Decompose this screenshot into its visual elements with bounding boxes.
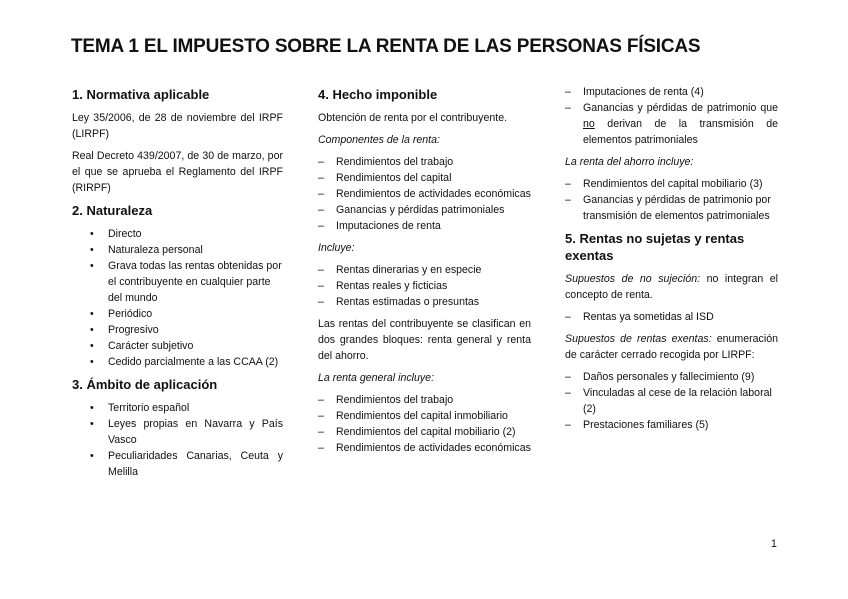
list-item: – Rendimientos del capital inmobiliario	[318, 408, 531, 424]
paragraph-bloques: Las rentas del contribuyente se clasifican en dos grandes bloques: renta general y renta del ahorro.	[318, 318, 531, 362]
paragraph-obtencion: Obtención de renta por el contribuyente.	[318, 112, 508, 124]
no-sujecion-label: Supuestos de no sujeción:	[565, 273, 701, 285]
list-item: – Rentas reales y ficticias	[318, 278, 531, 294]
naturaleza-list	[72, 226, 283, 370]
list-item: • Periódico	[72, 306, 283, 322]
section-heading-naturaleza: 2. Naturaleza	[72, 203, 153, 218]
emphasis-no: no	[583, 118, 595, 130]
exentas-text: enumeración de carácter cerrado recogida por LIRPF:	[565, 333, 778, 361]
list-item: – Rendimientos de actividades económicas	[318, 186, 531, 202]
general-list-continued	[565, 84, 778, 148]
section-heading-ambito: 3. Ámbito de aplicación	[72, 377, 218, 392]
list-item: – Rendimientos del capital	[318, 170, 531, 186]
list-item: – Rentas dinerarias y en especie	[318, 262, 531, 278]
list-item: – Rendimientos del trabajo	[318, 154, 531, 170]
list-item: – Prestaciones familiares (5)	[565, 417, 778, 433]
list-item: – Ganancias y pérdidas patrimoniales	[318, 202, 531, 218]
item-text: derivan de la transmisión de elementos patrimoniales	[583, 118, 778, 146]
list-item: • Directo	[72, 226, 283, 242]
list-item: – Rendimientos del trabajo	[318, 392, 531, 408]
savings-label: La renta del ahorro incluye:	[565, 156, 694, 168]
list-item: – Imputaciones de renta	[318, 218, 531, 234]
list-item: • Territorio español	[72, 400, 283, 416]
column-2	[318, 84, 531, 462]
paragraph-exentas	[565, 331, 778, 363]
ambito-list	[72, 400, 283, 480]
paragraph-ley: Ley 35/2006, de 28 de noviembre del IRPF (LIRPF)	[72, 112, 283, 140]
list-item: – Vinculadas al cese de la relación laboral (2)	[565, 385, 778, 417]
column-1	[72, 84, 283, 486]
page-number: 1	[771, 538, 777, 550]
paragraph-no-sujecion	[565, 271, 778, 303]
no-sujecion-text: no integran el concepto de renta.	[565, 273, 778, 301]
list-item: – Rentas ya sometidas al ISD	[565, 309, 778, 325]
list-item: – Rentas estimadas o presuntas	[318, 294, 531, 310]
no-sujecion-list	[565, 309, 778, 325]
list-item: – Rendimientos de actividades económicas	[318, 440, 531, 456]
list-item: • Peculiaridades Canarias, Ceuta y Melilla	[72, 448, 283, 480]
page-title: TEMA 1 EL IMPUESTO SOBRE LA RENTA DE LAS PERSONAS FÍSICAS	[71, 36, 701, 57]
general-list	[318, 392, 531, 456]
components-list	[318, 154, 531, 234]
includes-label: Incluye:	[318, 242, 355, 254]
list-item: • Leyes propias en Navarra y País Vasco	[72, 416, 283, 448]
list-item: • Grava todas las rentas obtenidas por el contribuyente en cualquier parte del mundo	[72, 258, 283, 306]
list-item: – Rendimientos del capital mobiliario (3)	[565, 176, 778, 192]
components-label: Componentes de la renta:	[318, 134, 440, 146]
section-heading-rentas-no-sujetas: 5. Rentas no sujetas y rentas exentas	[565, 231, 745, 263]
list-item: – Imputaciones de renta (4)	[565, 84, 778, 100]
exentas-list	[565, 369, 778, 433]
exentas-label: Supuestos de rentas exentas:	[565, 333, 712, 345]
list-item: • Naturaleza personal	[72, 242, 283, 258]
section-heading-normativa: 1. Normativa aplicable	[72, 87, 210, 102]
general-label: La renta general incluye:	[318, 372, 435, 384]
list-item: • Progresivo	[72, 322, 283, 338]
list-item: • Carácter subjetivo	[72, 338, 283, 354]
savings-list	[565, 176, 778, 224]
includes-list	[318, 262, 531, 310]
list-item: – Ganancias y pérdidas de patrimonio por transmisión de elementos patrimoniales	[565, 192, 778, 224]
column-3	[565, 84, 778, 439]
list-item: • Cedido parcialmente a las CCAA (2)	[72, 354, 283, 370]
list-item: – Rendimientos del capital mobiliario (2)	[318, 424, 531, 440]
list-item	[565, 100, 778, 148]
item-text: Ganancias y pérdidas de patrimonio que	[583, 102, 778, 114]
paragraph-real-decreto: Real Decreto 439/2007, de 30 de marzo, por el que se aprueba el Reglamento del IRPF (RIRPF)	[72, 150, 283, 194]
section-heading-hecho-imponible: 4. Hecho imponible	[318, 87, 438, 102]
list-item: – Daños personales y fallecimiento (9)	[565, 369, 778, 385]
